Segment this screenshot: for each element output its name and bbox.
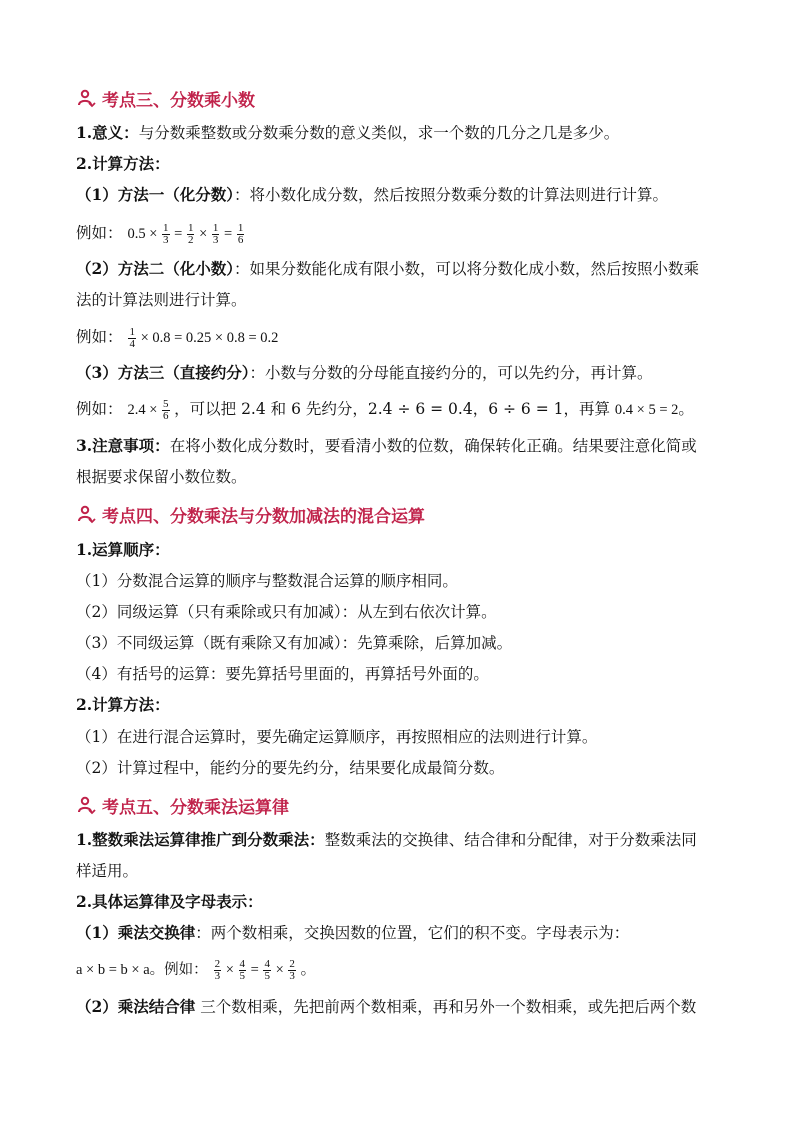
section-5-heading <box>76 793 289 818</box>
s3-method-1: （1）方法一（化分数）：将小数化成分数，然后按照分数乘分数的计算法则进行计算。 <box>76 185 669 204</box>
s3-method-2: （2）方法二（化小数）：如果分数能化成有限小数，可以将分数化成小数，然后按照小数乘 <box>76 259 700 278</box>
s4-calc-2: （2）计算过程中，能约分的要先约分，结果要化成最简分数。 <box>76 759 505 777</box>
person-icon <box>76 89 96 109</box>
s5-law-1: （1）乘法交换律：两个数相乘，交换因数的位置，它们的积不变。字母表示为： <box>76 923 630 942</box>
s4-rule-1: （1）分数混合运算的顺序与整数混合运算的顺序相同。 <box>76 572 458 590</box>
person-icon <box>76 796 96 816</box>
section-3-title: 考点三、分数乘小数 <box>102 91 255 111</box>
s3-paragraph-1: 1.意义：与分数乘整数或分数乘分数的意义类似，求一个数的几分之几是多少。 <box>76 123 620 142</box>
person-icon <box>76 505 96 525</box>
s4-paragraph-2: 2.计算方法： <box>76 695 170 714</box>
s4-rule-3: （3）不同级运算（既有乘除又有加减）：先算乘除，后算加减。 <box>76 634 513 652</box>
section-3-heading <box>76 86 255 111</box>
s3-paragraph-2: 2.计算方法： <box>76 154 170 173</box>
s4-calc-1: （1）在进行混合运算时，要先确定运算顺序，再按照相应的法则进行计算。 <box>76 728 598 746</box>
s5-paragraph-1: 1.整数乘法运算律推广到分数乘法：整数乘法的交换律、结合律和分配律，对于分数乘法同 <box>76 830 697 849</box>
s3-method-2-cont: 法的计算法则进行计算。 <box>76 291 247 309</box>
s5-paragraph-2: 2.具体运算律及字母表示： <box>76 892 263 911</box>
s3-example-3: 例如： 2.4 × $\frac{5}{6}$ ，可以把 2.4 和 6 先约分，2.4 ÷ 6 = 0.4，6 ÷ 6 = 1，再算 0.4 × 5 = 2。 <box>76 398 694 423</box>
s5-example-1: a × b = b × a。例如： $\frac{2}{3}$ × $\frac{4}{5}$ = $\frac{4}{5}$ × $\frac{2}{3}$ 。 <box>76 958 317 983</box>
section-5-title: 考点五、分数乘法运算律 <box>102 798 289 818</box>
s4-rule-2: （2）同级运算（只有乘除或只有加减）：从左到右依次计算。 <box>76 603 497 621</box>
section-4-title: 考点四、分数乘法与分数加减法的混合运算 <box>102 507 425 527</box>
s3-paragraph-3: 3.注意事项：在将小数化成分数时，要看清小数的位数，确保转化正确。结果要注意化简或 <box>76 436 697 455</box>
s3-paragraph-3-cont: 根据要求保留小数位数。 <box>76 468 247 486</box>
s5-law-2: （2）乘法结合律 三个数相乘，先把前两个数相乘，再和另外一个数相乘，或先把后两个数 <box>76 997 697 1016</box>
s4-paragraph-1: 1.运算顺序： <box>76 540 170 559</box>
section-4-heading <box>76 502 425 527</box>
s3-method-3: （3）方法三（直接约分）：小数与分数的分母能直接约分的，可以先约分，再计算。 <box>76 363 653 382</box>
s3-example-2: 例如： $\frac{1}{4}$ × 0.8 = 0.25 × 0.8 = 0.2 <box>76 326 279 351</box>
s5-paragraph-1-cont: 样适用。 <box>76 862 139 880</box>
s4-rule-4: （4）有括号的运算：要先算括号里面的，再算括号外面的。 <box>76 665 489 683</box>
s3-example-1: 例如： 0.5 × $\frac{1}{3}$ = $\frac{1}{2}$ × $\frac{1}{3}$ = $\frac{1}{6}$ <box>76 222 244 247</box>
